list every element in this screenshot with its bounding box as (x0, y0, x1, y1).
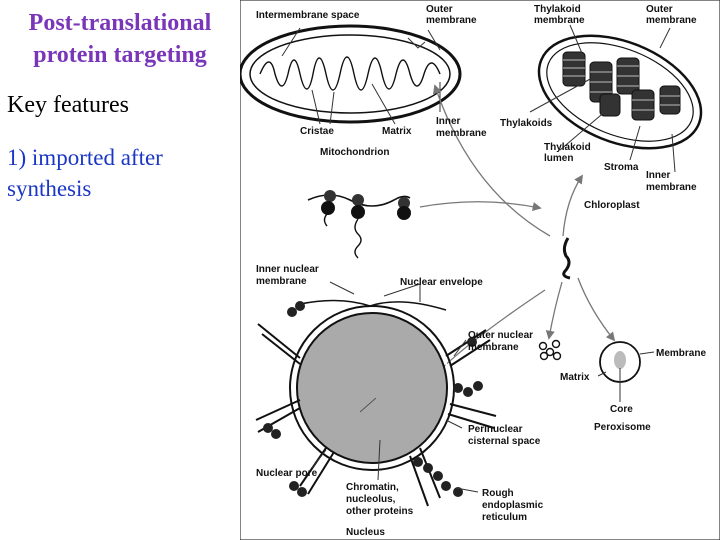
label-inner-nuclear-1: Inner nuclear (256, 264, 319, 275)
point-1-line-1: 1) imported after (7, 145, 163, 170)
label-chloro-outer-1: Outer (646, 4, 673, 15)
protein-targeting-diagram (240, 0, 720, 540)
label-thylakoid-lumen-1: Thylakoid (544, 142, 591, 153)
label-cristae: Cristae (300, 126, 334, 137)
label-thylakoid-membrane-1: Thylakoid (534, 4, 581, 15)
label-chloro-inner-2: membrane (646, 182, 697, 193)
label-chromatin-2: nucleolus, (346, 494, 396, 505)
label-rough-er-3: reticulum (482, 512, 528, 523)
label-perox-matrix: Matrix (560, 372, 590, 383)
label-outer-nuclear-1: Outer nuclear (468, 330, 534, 341)
label-chloro-inner-1: Inner (646, 170, 671, 181)
slide-title-line-2: protein targeting (33, 42, 207, 68)
label-peroxisome: Peroxisome (594, 422, 651, 433)
label-stroma: Stroma (604, 162, 639, 173)
label-nucleus: Nucleus (346, 527, 385, 538)
label-perinuclear-2: cisternal space (468, 436, 541, 447)
label-thylakoids: Thylakoids (500, 118, 553, 129)
label-mito-outer-2: membrane (426, 15, 477, 26)
label-perinuclear-1: Perinuclear (468, 424, 523, 435)
label-chromatin-3: other proteins (346, 506, 414, 517)
label-thylakoid-membrane-2: membrane (534, 15, 585, 26)
label-nuclear-envelope: Nuclear envelope (400, 277, 483, 288)
label-mito-inner-1: Inner (436, 116, 461, 127)
point-1-line-2: synthesis (7, 176, 92, 201)
label-mito-outer-1: Outer (426, 4, 453, 15)
label-thylakoid-lumen-2: lumen (544, 153, 574, 164)
label-chromatin-1: Chromatin, (346, 482, 399, 493)
slide-text-panel (0, 0, 240, 540)
label-chloro-outer-2: membrane (646, 15, 697, 26)
label-mito-matrix: Matrix (382, 126, 412, 137)
label-perox-membrane: Membrane (656, 348, 707, 359)
label-chloroplast: Chloroplast (584, 200, 640, 211)
label-perox-core: Core (610, 404, 633, 415)
label-outer-nuclear-2: membrane (468, 342, 519, 353)
label-rough-er-2: endoplasmic (482, 500, 544, 511)
label-mitochondrion: Mitochondrion (320, 147, 390, 158)
label-rough-er-1: Rough (482, 488, 514, 499)
slide-title-line-1: Post-translational (28, 10, 212, 36)
label-inner-nuclear-2: membrane (256, 276, 307, 287)
label-mito-inner-2: membrane (436, 128, 487, 139)
label-intermembrane-space: Intermembrane space (256, 10, 360, 21)
key-features-heading: Key features (7, 92, 129, 118)
label-nuclear-pore: Nuclear pore (256, 468, 318, 479)
